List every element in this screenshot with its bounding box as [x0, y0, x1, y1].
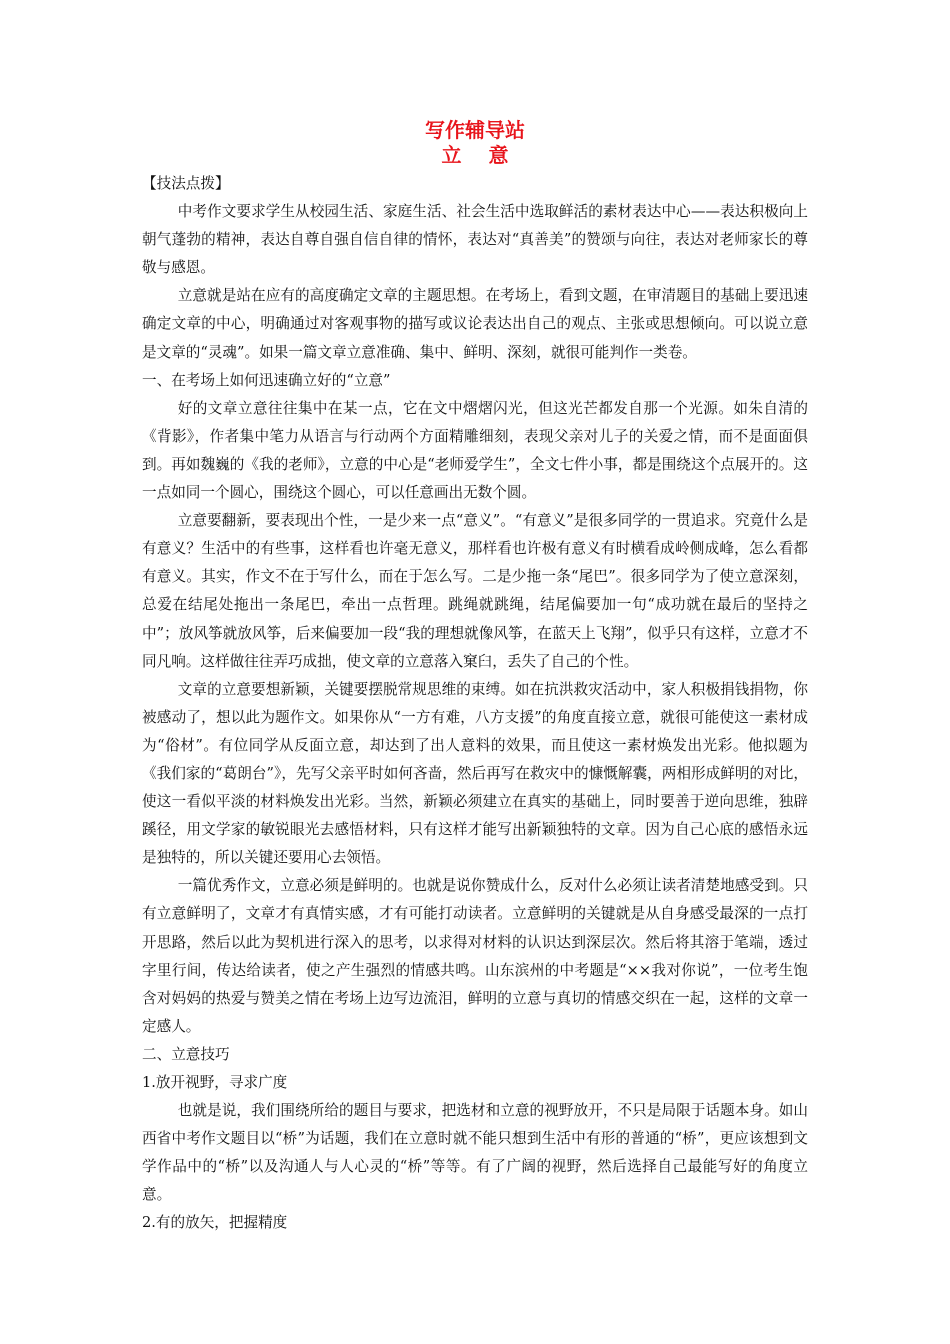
document-subtitle: 立 意: [441, 143, 519, 167]
subsection-heading: 2.有的放矢，把握精度: [142, 1214, 288, 1232]
paragraph: 中考作文要求学生从校园生活、家庭生活、社会生活中选取鲜活的素材表达中心——表达积极向上朝气蓬勃的精神，表达自尊自强自信自律的情怀，表达对“真善美”的赞颂与向往，表达对老师家长的尊敬与感恩。: [142, 203, 808, 277]
paragraph: 好的文章立意往往集中在某一点，它在文中熠熠闪光，但这光芒都发自那一个光源。如朱自清的《背影》，作者集中笔力从语言与行动两个方面精雕细刻，表现父亲对儿子的关爱之情，而不是面面俱到。再如魏巍的《我的老师》，立意的中心是“老师爱学生”，全文七件小事，都是围绕这个点展开的。这一点如同一个圆心，围绕这个圆心，可以任意画出无数个圆。: [142, 399, 808, 502]
document-title: 写作辅导站: [425, 118, 525, 142]
subsection-heading: 1.放开视野，寻求广度: [142, 1074, 288, 1091]
document-page: [142, 118, 808, 1238]
paragraph: 一篇优秀作文，立意必须是鲜明的。也就是说你赞成什么，反对什么必须让读者清楚地感受到。只有立意鲜明了，文章才有真情实感，才有可能打动读者。立意鲜明的关键就是从自身感受最深的一点打开思路，然后以此为契机进行深入的思考，以求得对材料的认识达到深层次。然后将其溶于笔端，透过字里行间，传达给读者，使之产生强烈的情感共鸣。山东滨州的中考题是“××我对你说”，一位考生饱含对妈妈的热爱与赞美之情在考场上边写边流泪，鲜明的立意与真切的情感交织在一起，这样的文章一定感人。: [142, 877, 808, 1035]
paragraph: 文章的立意要想新颖，关键要摆脱常规思维的束缚。如在抗洪救灾活动中，家人积极捐钱捐物，你被感动了，想以此为题作文。如果你从“一方有难，八方支援”的角度直接立意，就很可能使这一素材成为“俗材”。有位同学从反面立意，却达到了出人意料的效果，而且使这一素材焕发出光彩。他拟题为《我们家的“葛朗台”》，先写父亲平时如何吝啬，然后再写在救灾中的慷慨解囊，两相形成鲜明的对比，使这一看似平淡的材料焕发出光彩。当然，新颖必须建立在真实的基础上，同时要善于逆向思维，独辟蹊径，用文学家的敏锐眼光去感悟材料，只有这样才能写出新颖独特的文章。因为自己心底的感悟永远是独特的，所以关键还要用心去领悟。: [142, 680, 808, 867]
paragraph: 立意就是站在应有的高度确定文章的主题思想。在考场上，看到文题，在审清题目的基础上要迅速确定文章的中心，明确通过对客观事物的描写或议论表达出自己的观点、主张或思想倾向。可以说立意是文章的“灵魂”。如果一篇文章立意准确、集中、鲜明、深刻，就很可能判作一类卷。: [142, 287, 808, 361]
paragraph: 立意要翻新，要表现出个性，一是少来一点“意义”。“有意义”是很多同学的一贯追求。究竟什么是有意义？生活中的有些事，这样看也许毫无意义，那样看也许极有意义有时横看成岭侧成峰，怎么看都有意义。其实，作文不在于写什么，而在于怎么写。二是少拖一条“尾巴”。很多同学为了使立意深刻，总爱在结尾处拖出一条尾巴，牵出一点哲理。跳绳就跳绳，结尾偏要加一句“成功就在最后的坚持之中”；放风筝就放风筝，后来偏要加一段“我的理想就像风筝，在蓝天上飞翔”，似乎只有这样，立意才不同凡响。这样做往往弄巧成拙，使文章的立意落入窠臼，丢失了自己的个性。: [142, 512, 808, 670]
section-heading: 二、立意技巧: [142, 1045, 230, 1063]
paragraph: 也就是说，我们围绕所给的题目与要求，把选材和立意的视野放开，不只是局限于话题本身。如山西省中考作文题目以“桥”为话题，我们在立意时就不能只想到生活中有形的普通的“桥”，更应该想到文学作品中的“桥”以及沟通人与人心灵的“桥”等等。有了广阔的视野，然后选择自己最能写好的角度立意。: [142, 1102, 808, 1204]
section-heading: 一、在考场上如何迅速确立好的“立意”: [142, 371, 391, 389]
section-label: 【技法点拨】: [142, 175, 230, 192]
